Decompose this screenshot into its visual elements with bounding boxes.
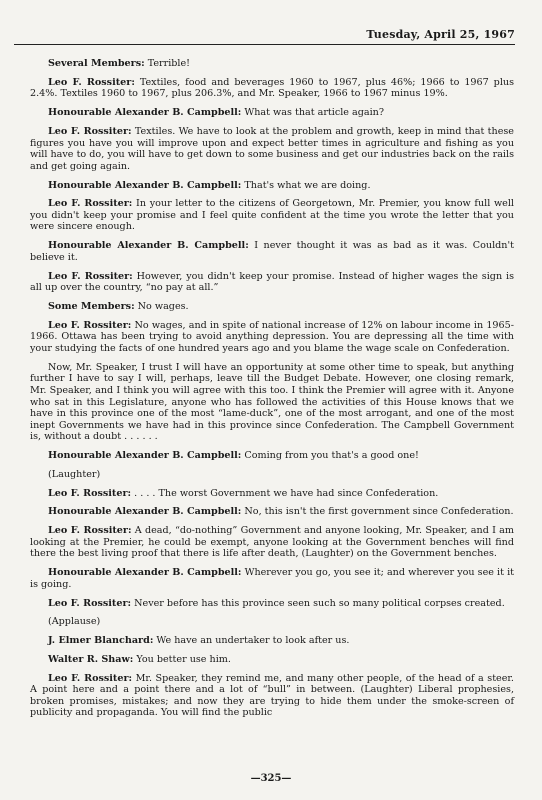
speech-text: A dead, “do-nothing” Government and anyone looking, Mr. Speaker, and I am looking at the Premier, he could be exempt, anyone looking at the Government benches will find there the best living proof that there is life after death, (Laughter) on the Government benches. bbox=[30, 525, 514, 560]
speech-text: (Laughter) bbox=[48, 468, 101, 480]
transcript-paragraph bbox=[30, 107, 514, 119]
speaker-name: Leo F. Rossiter: bbox=[48, 270, 133, 282]
speech-text: No wages. bbox=[134, 301, 189, 312]
speaker-name: Leo F. Rossiter: bbox=[48, 597, 132, 609]
speech-text: We have an undertaker to look after us. bbox=[153, 635, 350, 647]
speech-text: You better use him. bbox=[133, 653, 231, 665]
page-header-date: Tuesday, April 25, 1967 bbox=[366, 28, 515, 41]
speaker-name: Honourable Alexander B. Campbell: bbox=[48, 240, 249, 252]
speech-text: Textiles. We have to look at the problem and growth, keep in mind that these figures you have you will improve upon and expect better times in agriculture and fishing as you will have to do, you will have to get down to some business and get our industries back on the rails and get going again. bbox=[30, 125, 514, 172]
speaker-name: Several Members: bbox=[48, 58, 145, 69]
transcript-paragraph bbox=[30, 450, 514, 462]
transcript-paragraph bbox=[30, 673, 514, 719]
transcript-paragraph bbox=[30, 180, 514, 192]
speaker-name: J. Elmer Blanchard: bbox=[48, 635, 154, 647]
page-number: —325— bbox=[250, 773, 292, 784]
speech-text: Terrible! bbox=[144, 58, 191, 69]
speaker-name: Honourable Alexander B. Campbell: bbox=[48, 567, 242, 579]
transcript-paragraph bbox=[30, 616, 514, 628]
speech-text: . . . . The worst Government we have had since Confederation. bbox=[131, 487, 439, 499]
speaker-name: Leo F. Rossiter: bbox=[48, 198, 133, 210]
transcript-paragraph bbox=[30, 362, 514, 443]
transcript-paragraph bbox=[30, 488, 514, 500]
speech-text: That's what we are doing. bbox=[241, 179, 371, 191]
speech-text: No wages, and in spite of national increase of 12% on labour income in 1965-1966. Ottawa has been trying to avoid anything depression. You are depressing all the time with your studying the facts of one hundred years ago and you blame the wage scale on Confederation. bbox=[30, 319, 514, 354]
speech-text: However, you didn't keep your promise. Instead of higher wages the sign is all up over the country, “no pay at all.” bbox=[30, 270, 514, 294]
speech-text: Wherever you go, you see it; and wherever you see it it is going. bbox=[30, 567, 514, 590]
speaker-name: Leo F. Rossiter: bbox=[48, 487, 132, 499]
header-rule bbox=[14, 44, 515, 45]
speech-text: Textiles, food and beverages 1960 to 1967, plus 46%; 1966 to 1967 plus 2.4%. Textiles 1960 to 1967, plus 206.3%, and Mr. Speaker, 1966 to 1967 minus 19%. bbox=[30, 76, 514, 100]
transcript-paragraph bbox=[30, 635, 514, 647]
transcript-paragraph bbox=[30, 567, 514, 590]
speaker-name: Leo F. Rossiter: bbox=[48, 319, 132, 331]
transcript-paragraph bbox=[30, 58, 514, 70]
speaker-name: Honourable Alexander B. Campbell: bbox=[48, 450, 242, 462]
transcript-paragraph bbox=[30, 320, 514, 355]
transcript-paragraph bbox=[30, 469, 514, 481]
transcript-paragraph bbox=[30, 126, 514, 172]
speaker-name: Honourable Alexander B. Campbell: bbox=[48, 179, 242, 191]
speech-text: What was that article again? bbox=[241, 107, 384, 119]
speech-text: (Applause) bbox=[48, 616, 101, 628]
speaker-name: Leo F. Rossiter: bbox=[48, 76, 135, 88]
transcript-paragraph bbox=[30, 525, 514, 560]
speech-text: Mr. Speaker, they remind me, and many other people, of the head of a steer. A point here and a point there and a lot of “bull” in between. (Laughter) Liberal prophesies, broken promises, mistakes; and now they are trying to hide them under the smoke-screen of publicity and propaganda. You will find the public bbox=[30, 672, 514, 719]
speaker-name: Honourable Alexander B. Campbell: bbox=[48, 107, 242, 119]
speech-text: I never thought it was as bad as it was. Couldn't believe it. bbox=[30, 240, 514, 263]
transcript-paragraph bbox=[30, 271, 514, 294]
transcript-paragraph bbox=[30, 240, 514, 263]
transcript-paragraph bbox=[30, 506, 514, 518]
speech-text: In your letter to the citizens of Georgetown, Mr. Premier, you know full well you didn't keep your promise and I feel quite confident at the time you wrote the letter that you were sincere enough. bbox=[30, 198, 514, 233]
transcript-body bbox=[30, 58, 514, 726]
speaker-name: Leo F. Rossiter: bbox=[48, 125, 132, 137]
speech-text: Never before has this province seen such so many political corpses created. bbox=[131, 597, 505, 609]
transcript-paragraph bbox=[30, 654, 514, 666]
speaker-name: Leo F. Rossiter: bbox=[48, 525, 132, 537]
transcript-paragraph bbox=[30, 301, 514, 313]
transcript-paragraph bbox=[30, 77, 514, 100]
speaker-name: Some Members: bbox=[48, 301, 135, 312]
transcript-paragraph bbox=[30, 598, 514, 610]
transcript-paragraph bbox=[30, 198, 514, 233]
speaker-name: Walter R. Shaw: bbox=[48, 653, 134, 665]
speaker-name: Leo F. Rossiter: bbox=[48, 672, 133, 684]
speech-text: Now, Mr. Speaker, I trust I will have an opportunity at some other time to speak, but anything further I have to say I will, perhaps, leave till the Budget Debate. However, one closing remark, Mr. Speaker, and I think you will agree with this too. I think the Premier will agree with it. Anyone who sat in this Legislature, anyone who has followed the activities of this House knows that we have in this province one of the most “lame-duck”, one of the most arrogant, and one of the most inept Governments we have had in this province since Confederation. The Campbell Government is, without a doubt . . . . . . bbox=[30, 361, 514, 443]
speech-text: No, this isn't the first government since Confederation. bbox=[241, 506, 514, 518]
speaker-name: Honourable Alexander B. Campbell: bbox=[48, 506, 242, 518]
speech-text: Coming from you that's a good one! bbox=[241, 450, 419, 462]
